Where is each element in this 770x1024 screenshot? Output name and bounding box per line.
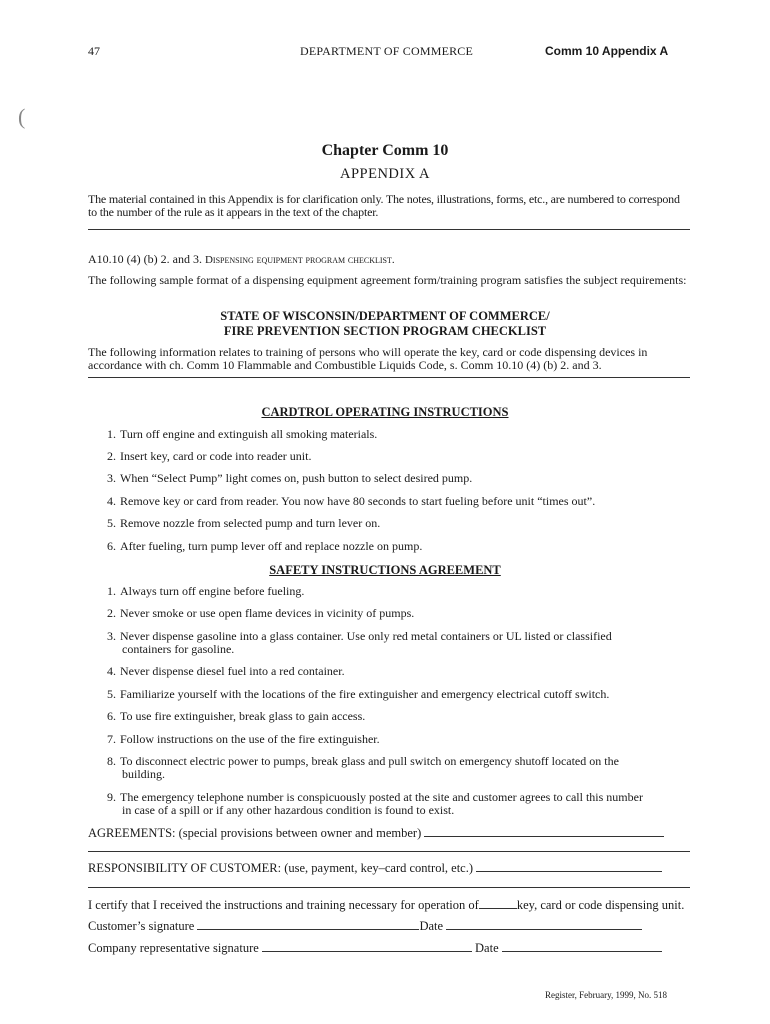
chapter-title: Chapter Comm 10 xyxy=(321,142,449,159)
company-signature-line xyxy=(88,941,662,956)
certify-text-pre: I certify that I received the instructions and training necessary for operation of xyxy=(88,898,479,912)
agreements-field-line[interactable] xyxy=(88,851,690,852)
section-code: A10.10 (4) (b) 2. and 3. xyxy=(88,252,202,266)
responsibility-field-line[interactable] xyxy=(88,887,690,888)
safety-title: SAFETY INSTRUCTIONS AGREEMENT xyxy=(269,563,501,577)
customer-signature-field[interactable] xyxy=(197,919,419,930)
margin-bracket-mark: ( xyxy=(18,104,26,129)
customer-date-field[interactable] xyxy=(446,919,642,930)
responsibility-line xyxy=(88,861,662,876)
responsibility-field[interactable] xyxy=(476,861,662,872)
dispensing-unit-field[interactable] xyxy=(479,898,517,909)
agreements-label: AGREEMENTS: (special provisions between owner and member) xyxy=(88,826,422,840)
responsibility-label: RESPONSIBILITY OF CUSTOMER: (use, payment, key–card control, etc.) xyxy=(88,861,474,875)
training-paragraph: The following information relates to training of persons who will operate the key, card or code dispensing devices in accordance with ch. Comm 10 Flammable and Combustible Liquids Code, s. Comm 10.10 (4) (b) 2. and 3. xyxy=(88,345,648,372)
company-date-label: Date xyxy=(475,941,499,955)
page-number: 47 xyxy=(88,44,100,58)
customer-signature-label: Customer’s signature xyxy=(88,919,195,933)
intro-paragraph: The material contained in this Appendix is for clarification only. The notes, illustrations, forms, etc., are numbered to correspond to the number of the rule as it appears in the text of the chapter. xyxy=(88,192,680,219)
customer-signature-line xyxy=(88,919,642,934)
agreements-field[interactable] xyxy=(424,826,664,837)
cardtrol-title: CARDTROL OPERATING INSTRUCTIONS xyxy=(261,405,509,419)
company-signature-field[interactable] xyxy=(262,941,472,952)
certify-text-post: key, card or code dispensing unit. xyxy=(516,898,685,912)
state-program-title xyxy=(0,309,770,339)
department-header: DEPARTMENT OF COMMERCE xyxy=(300,44,474,58)
section-reference xyxy=(88,252,395,267)
company-date-field[interactable] xyxy=(502,941,662,952)
following-paragraph: The following sample format of a dispensing equipment agreement form/training program satisfies the subject requirements: xyxy=(88,273,687,287)
divider xyxy=(88,229,690,230)
state-title-line1: STATE OF WISCONSIN/DEPARTMENT OF COMMERCE/ xyxy=(220,309,550,323)
divider xyxy=(88,377,690,378)
state-title-line2: FIRE PREVENTION SECTION PROGRAM CHECKLIST xyxy=(223,324,547,338)
register-footer: Register, February, 1999, No. 518 xyxy=(545,990,668,1000)
certify-line xyxy=(88,898,684,913)
agreements-line xyxy=(88,826,664,841)
customer-date-label: Date xyxy=(419,919,444,933)
appendix-title: APPENDIX A xyxy=(340,166,430,182)
company-signature-label: Company representative signature xyxy=(88,941,259,955)
section-label: Dispensing equipment program checklist. xyxy=(204,254,395,266)
code-header: Comm 10 Appendix A xyxy=(545,44,669,58)
